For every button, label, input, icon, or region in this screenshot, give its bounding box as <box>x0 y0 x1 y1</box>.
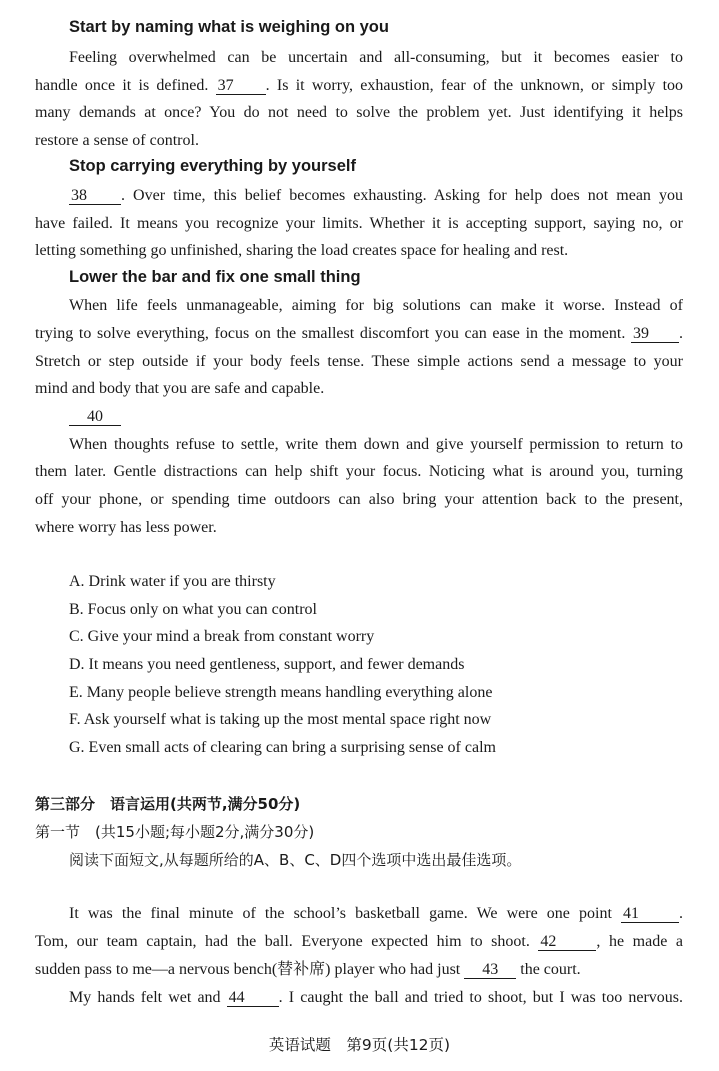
blank-39: 39 <box>631 325 679 343</box>
paragraph-line: restore a sense of control. <box>35 132 199 149</box>
paragraph-line: handle once it is defined. 37 . Is it worry, exhaustion, fear of the unknown, or simply too <box>35 77 684 94</box>
paragraph-line: many demands at once? You do not need to solve the problem yet. Just identifying it helps <box>35 104 683 121</box>
paragraph-line: off your phone, or spending time outdoors can also bring your attention back to the present, <box>35 491 683 508</box>
paragraph-line: Feeling overwhelmed can be uncertain and all-consuming, but it becomes easier to <box>69 49 683 66</box>
blank-40: 40 <box>69 408 121 426</box>
blank-38: 38 <box>69 187 121 205</box>
option-c: C. Give your mind a break from constant worry <box>69 628 375 645</box>
option-d: D. It means you need gentleness, support, and fewer demands <box>69 656 465 673</box>
part3-title: 第三部分 语言运用(共两节,满分50分) <box>35 795 301 813</box>
blank-41: 41 <box>621 905 679 923</box>
blank-37: 37 <box>216 77 266 95</box>
part3-section1: 第一节 (共15小题;每小题2分,满分30分) <box>35 823 315 841</box>
cloze-line: Tom, our team captain, had the ball. Everyone expected him to shoot. 42 , he made a <box>35 933 683 950</box>
blank-44: 44 <box>227 989 279 1007</box>
paragraph-line: letting something go unfinished, sharing the load creates space for healing and rest. <box>35 242 569 259</box>
blank-42: 42 <box>538 933 596 951</box>
paragraph-line: them later. Gentle distractions can help shift your focus. Noticing what is around you, turning <box>35 463 683 480</box>
option-g: G. Even small acts of clearing can bring a surprising sense of calm <box>69 739 496 756</box>
cloze-line: My hands felt wet and 44 . I caught the ball and tried to shoot, but I was too nervous. <box>69 989 684 1006</box>
option-e: E. Many people believe strength means handling everything alone <box>69 684 493 701</box>
paragraph-line: where worry has less power. <box>35 519 217 536</box>
paragraph-line: mind and body that you are safe and capable. <box>35 380 325 397</box>
cloze-line: It was the final minute of the school’s basketball game. We were one point 41 . <box>69 905 683 922</box>
paragraph-line: have failed. It means you recognize your limits. Whether it is accepting support, saying no, or <box>35 215 683 232</box>
section-heading-blank <box>69 407 121 427</box>
blank-43: 43 <box>464 961 516 979</box>
paragraph-line: Stretch or step outside if your body feels tense. These simple actions send a message to your <box>35 353 683 370</box>
part3-instruction: 阅读下面短文,从每题所给的A、B、C、D四个选项中选出最佳选项。 <box>69 851 522 869</box>
option-a: A. Drink water if you are thirsty <box>69 573 276 590</box>
paragraph-line: trying to solve everything, focus on the smallest discomfort you can ease in the moment. 39 . <box>35 325 684 342</box>
paragraph-line: When thoughts refuse to settle, write them down and give yourself permission to return to <box>69 436 683 453</box>
cloze-line: sudden pass to me—a nervous bench(替补席) player who had just 43 the court. <box>35 961 581 978</box>
section-heading-lower-bar: Lower the bar and fix one small thing <box>69 268 361 286</box>
option-b: B. Focus only on what you can control <box>69 601 317 618</box>
section-heading-naming: Start by naming what is weighing on you <box>69 18 389 36</box>
paragraph-line: 38 . Over time, this belief becomes exhausting. Asking for help does not mean you <box>71 187 683 204</box>
page-footer: 英语试题 第9页(共12页) <box>268 1036 451 1054</box>
option-f: F. Ask yourself what is taking up the most mental space right now <box>69 711 492 728</box>
section-heading-carrying: Stop carrying everything by yourself <box>69 157 356 175</box>
paragraph-line: When life feels unmanageable, aiming for big solutions can make it worse. Instead of <box>69 297 683 314</box>
